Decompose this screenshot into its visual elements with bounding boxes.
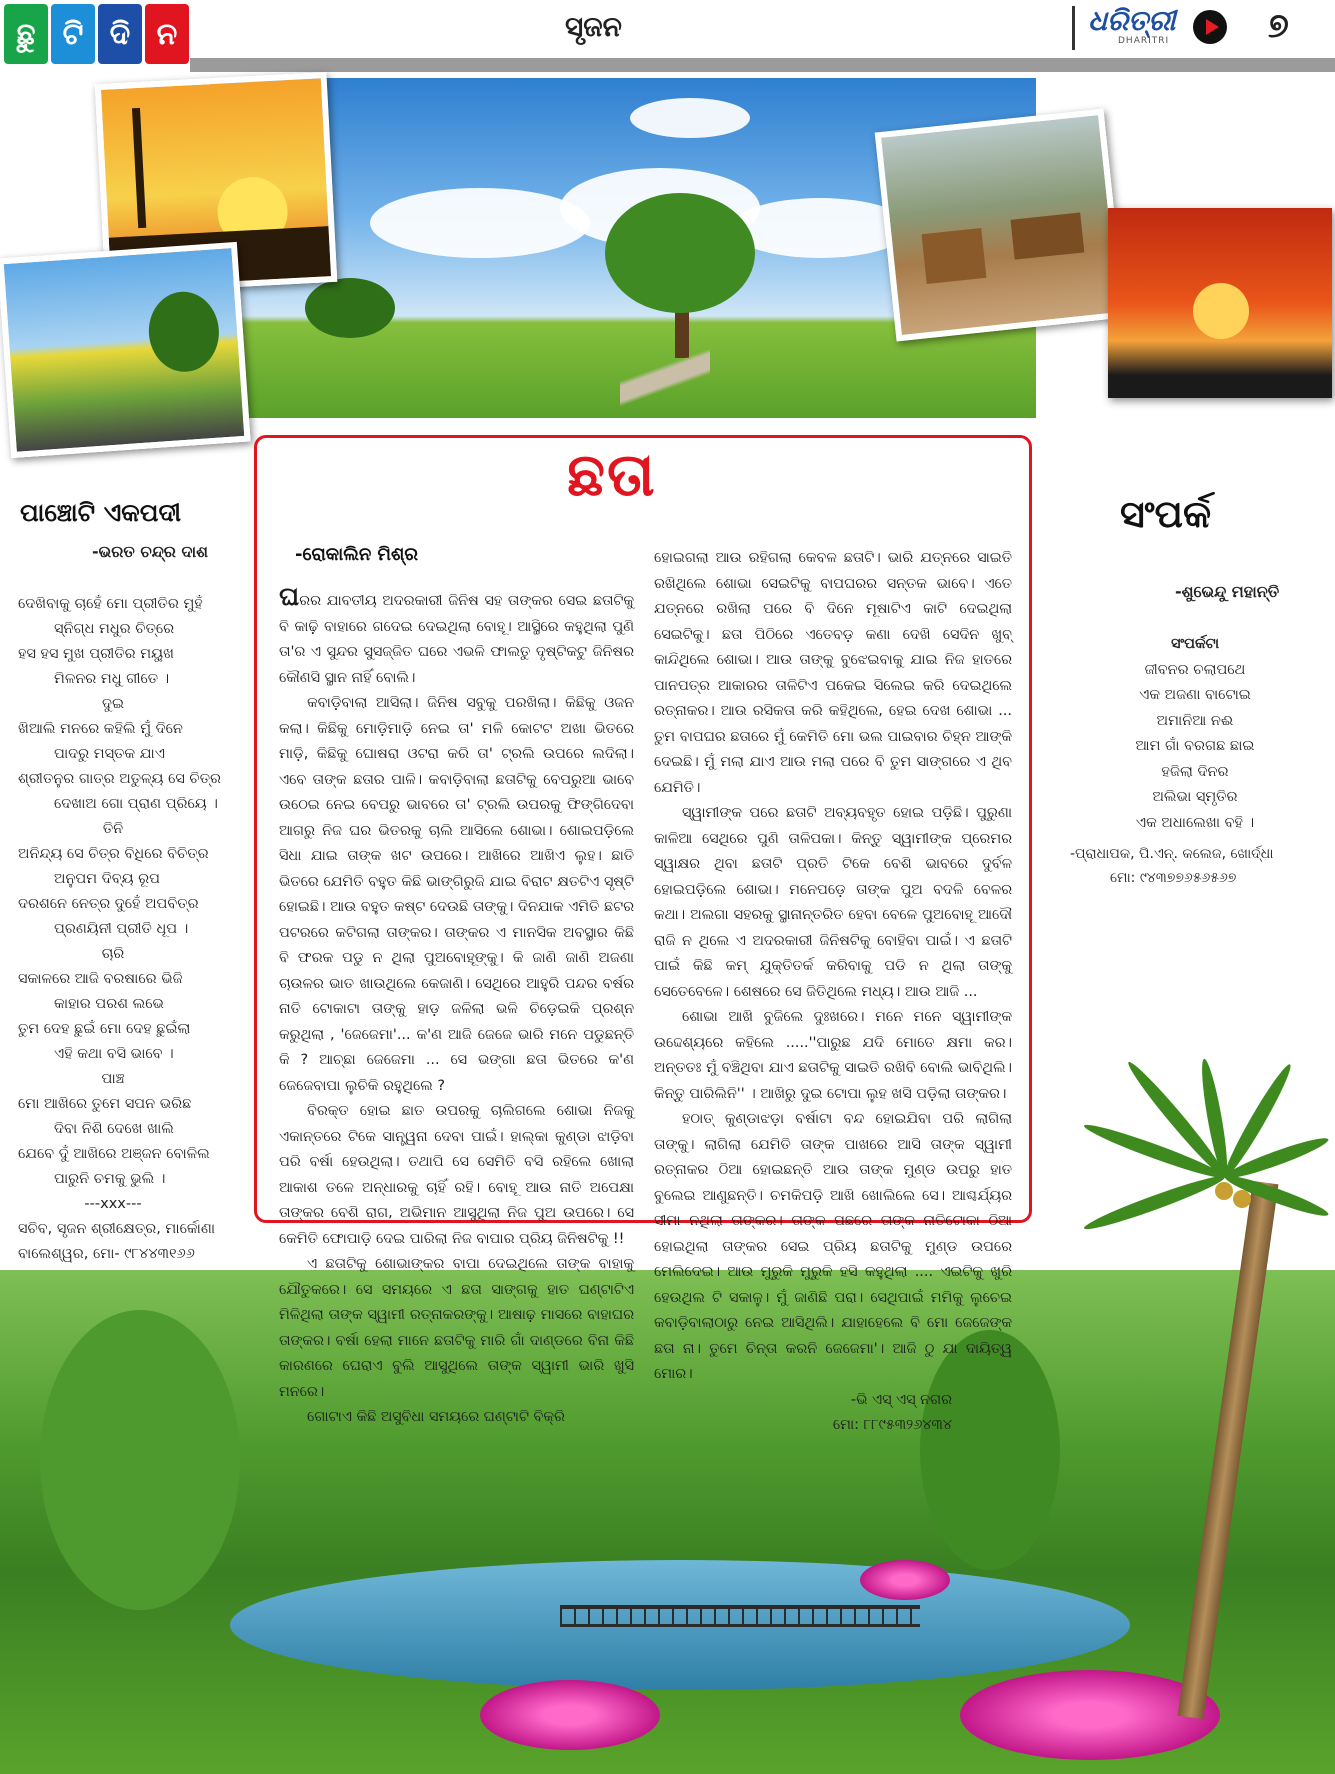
logo-tile-2: ଟି: [51, 4, 95, 64]
poem-line: ଏକ ଅଜଣା ବାଟୋଇ: [1139, 687, 1251, 703]
poem-line: ଅମାନିଆ ନଈ: [1156, 712, 1234, 729]
poem-line: ଦିବା ନିଶି ଦେଖେ ଖାଲି: [54, 1121, 174, 1137]
story-paragraph: [279, 582, 634, 691]
logo-tile-3: ଦି: [98, 4, 142, 64]
coconut: [1215, 1182, 1233, 1200]
story-paragraph: ହୋଇଗଲା ଆଉ ରହିଗଲା କେବଳ ଛତାଟି। ଭାରି ଯତ୍ନରେ ସାଇତି ରଖିଥିଲେ ଶୋଭା ସେଇଟିକୁ ବାପଘରର ସନ୍ତକ ଭାବେ। ଏତେ ଯତ୍ନରେ ରଖିଲା ପରେ ବି ଦିନେ ମୂଷାଟିଏ କାଟି ଦେଇଥିଲା ସେଇଟିକୁ। ଛତା ପିଠିରେ ଏତେବଡ଼ କଣା ଦେଖି ସେଦିନ ଖୁବ୍ କାନ୍ଦିଥିଲେ ଶୋଭା। ଆଉ ତାଙ୍କୁ ବୁଝେଇବାକୁ ଯାଇ ନିଜ ହାତରେ ପାନପତ୍ର ଆକାରର ତାଳିଟିଏ ପକେଇ ସିଲେଇ କରି ଦେଇଥିଲେ ରତ୍ନାକର। ଆଉ ରସିକତା କରି କହିଥିଲେ, ହେଇ ଦେଖ ଶୋଭା ... ତୁମ ବାପଘର ଛତାରେ ମୁଁ କେମିତି ମୋ ଭଲ ପାଇବାର ଚିହ୍ନ ଆଙ୍କି ଦେଇଛି। ମୁଁ ମଲା ଯାଏ ଆଉ ମଲା ପରେ ବି ତୁମ ସାଙ୍ଗରେ ଏ ଥିବ ଯେମିତି।: [654, 550, 1012, 796]
story-text: ରର ଯାବତୀୟ ଅଦରକାରୀ ଜିନିଷ ସହ ତାଙ୍କର ସେଇ ଛତାଟିକୁ ବି କାଢ଼ି ବାହାରେ ଗଦେଇ ଦେଇଥିଲା ବୋହୂ। ଆସ୍ଥିରେ କହୁଥିଲା ପୁଣି ତା'ର ଏ ସୁନ୍ଦର ସୁସଜ୍ଜିତ ଘରେ ଏଭଳି ଫାଲତୁ ଦୃଷ୍ଟିକଟୁ ଜିନିଷର କୌଣସି ସ୍ଥାନ ନାହିଁ ବୋଲି।: [279, 593, 634, 686]
right-poem-author: -ଶୁଭେନ୍ଦୁ ମହାନ୍ତି: [1175, 582, 1280, 601]
page-number: ୭: [1268, 6, 1289, 46]
poem-line: ଦେଖାଅ ଗୋ ପ୍ରାଣ ପ୍ରିୟେ ।: [54, 796, 218, 812]
story-paragraph: ଶୋଭା ଆଖି ବୁଜିଲେ ଦୁଃଖରେ। ମନେ ମନେ ସ୍ୱାମୀଙ୍କ ଉଦ୍ଦେଶ୍ୟରେ କହିଲେ .....''ପାରୁଛ ଯଦି ମୋତେ କ୍ଷମା କର। ଅନ୍ତତଃ ମୁଁ ବଞ୍ଚିଥିବା ଯାଏ ଛତାଟିକୁ ସାଇତି ରଖିବି ବୋଲି ଭାବିଥିଲି। କିନ୍ତୁ ପାରିଲିନି'' । ଆଖିରୁ ଦୁଇ ଟୋପା ଲୁହ ଖସି ପଡ଼ିଲା ତାଙ୍କର।: [654, 1009, 1012, 1102]
story-paragraph: ହଠାତ୍ କୁଣ୍ଡାଝଡ଼ା ବର୍ଷାଟା ବନ୍ଦ ହୋଇଯିବା ପରି ଲାଗିଲା ତାଙ୍କୁ। ଲାଗିଲା ଯେମିତି ତାଙ୍କ ପାଖରେ ଆସି ତାଙ୍କ ସ୍ୱାମୀ ରତ୍ନାକର ଠିଆ ହୋଇଛନ୍ତି ଆଉ ତାଙ୍କ ମୁଣ୍ଡ ଉପରୁ ହାତ ବୁଲେଇ ଆଣୁଛନ୍ତି। ଚମକିପଡ଼ି ଆଖି ଖୋଲିଲେ ସେ। ଆଶ୍ଚର୍ଯ୍ୟର ସୀମା ନଥିଲା ତାଙ୍କର। ତାଙ୍କ ପଛରେ ତାଙ୍କ ନାତିଟୋକା ଠିଆ ହୋଇଥିଲା ତାଙ୍କର ସେଇ ପ୍ରିୟ ଛତାଟିକୁ ମୁଣ୍ଡ ଉପରେ ମେଲିଦେଇ। ଆଉ ମୁରୁକି ମୁରୁକି ହସି କହୁଥିଲା .... ଏଇଟିକୁ ଖୁରି ହେଉଥିଲ ଟି ସକାଳୁ। ମୁଁ ଜାଣିଛି ପରା। ସେଥିପାଇଁ ମମିକୁ ଲୁଚେଇ କବାଡ଼ିବାଲାଠାରୁ ନେଇ ଆସିଥିଲି। ଯାହାହେଲେ ବି ମୋ ଜେଜେଙ୍କ ଛତା ନା। ତୁମେ ଚିନ୍ତା କରନି ଜେଜେମା'। ଆଜି ଠୁ ଯା ଦାୟିତ୍ୱ ମୋର।: [654, 1111, 1012, 1382]
poem-line: ଆମ ଗାଁ ବରଗଛ ଛାଇ: [1135, 738, 1255, 754]
play-icon[interactable]: [1193, 10, 1227, 44]
tree-canopy: [305, 278, 395, 338]
dusk-sun-photo: [1108, 208, 1332, 398]
poem-line: ବାଲେଶ୍ୱର, ମୋ- ୯୮୪୪୩୧୬୬: [18, 1246, 195, 1262]
poem-line: ଯେବେ ଦୁଁ ଆଖିରେ ଅଞ୍ଜନ ବୋଳିଲ: [18, 1146, 210, 1162]
country-road-photo: [0, 242, 251, 458]
poem-line: ପାଞ୍ଚ: [101, 1071, 125, 1087]
poem-line: ସ୍ନିଗ୍ଧ ମଧୁର ଚିତ୍ରେ: [54, 621, 175, 637]
logo-tile-1: ଛୁ: [4, 4, 48, 64]
poem-line: ସଚିବ, ସୃଜନ ଶ୍ରୀକ୍ଷେତ୍ର, ମାର୍କୋଣା: [18, 1221, 216, 1237]
poem-line: ପ୍ରଣୟିନୀ ପ୍ରୀତି ଧୂପ ।: [54, 921, 189, 937]
story-paragraph: [279, 1252, 634, 1405]
poem-line: ---xxx---: [84, 1196, 142, 1212]
hut: [1011, 213, 1085, 260]
tree-canopy: [146, 289, 221, 374]
poem-line: ଶ୍ରୀତନୁର ଗାତ୍ର ଅତୁଳ୍ୟ ସେ ଚିତ୍ର: [18, 771, 222, 787]
poem-line: ମୋ ଆଖିରେ ତୁମେ ସପନ ଭରିଛ: [18, 1096, 192, 1112]
story-text: ଏ ଛତାଟିକୁ ଶୋଭାଙ୍କର ବାପା ଦେଇଥିଲେ ତାଙ୍କ ବାହାକୁ ଯୌତୁକରେ। ସେ ସମୟରେ ଏ ଛତା ସାଙ୍ଗକୁ ହାତ ଘଣ୍ଟାଟିଏ ମିଳିଥିଲା ତାଙ୍କ ସ୍ୱାମୀ ରତ୍ନାକରଙ୍କୁ। ଆଷାଢ଼ ମାସରେ ବାହାଘର ତାଙ୍କର। ବର୍ଷା ହେଲା ମାନେ ଛତାଟିକୁ ମାରି ଗାଁ ଦାଣ୍ଡରେ ବିନା କିଛି କାରଣରେ ଘେରାଏ ବୁଲି ଆସୁଥିଲେ ତାଙ୍କ ସ୍ୱାମୀ ଭାରି ଖୁସି ମନରେ।: [279, 1256, 634, 1400]
cloud: [630, 98, 750, 138]
poem-line: ସଂପର୍କଟା: [1170, 636, 1220, 652]
palm-tree: [1065, 1020, 1335, 1720]
poem-line: ଦରଶନେ ନେତ୍ର ଦୁହେଁ ଅପବିତ୍ର: [18, 896, 199, 912]
section-logo: [4, 4, 189, 64]
story-text: ଗୋଟାଏ କିଛି ଅସୁବିଧା ସମୟରେ ଘଣ୍ଟାଟି ବିକ୍ରି: [307, 1409, 565, 1425]
poem-line: ସକାଳରେ ଆଜି ବରଷାରେ ଭିଜି: [18, 971, 183, 987]
poem-line: ଜୀବନର ଚଲାପଥେ: [1144, 661, 1246, 678]
story-signoff-phone: ମୋ: ୮୮୯୫୩୨୬୪୩୪: [832, 1417, 952, 1433]
palm-frond: [1082, 1170, 1228, 1234]
tree-canopy: [605, 193, 755, 313]
hut: [922, 228, 987, 284]
story-column-2: [654, 546, 1012, 1439]
poem-line: ହଜିଲା ଦିନର: [1161, 763, 1229, 780]
poem-line: ଏକ ଅଧାଲେଖା ବହି ।: [1135, 814, 1255, 831]
story-column-1: [279, 582, 634, 1431]
brand-subtitle: DHARITRI: [1118, 36, 1170, 46]
coconut: [1233, 1190, 1251, 1208]
poem-line: ମିଳନର ମଧୁ ଗୀତେ ।: [54, 671, 170, 687]
affiliation-text: -ପ୍ରାଧାପକ, ପି.ଏନ୍. କଲେଜ, ଖୋର୍ଦ୍ଧା: [1070, 846, 1274, 862]
left-poem-body: [18, 592, 248, 1267]
poem-line: ଖିଆଲି ମନରେ କହିଲି ମୁଁ ଦିନେ: [18, 721, 183, 737]
story-paragraph: [279, 1405, 634, 1431]
poem-line: ତୁମ ଦେହ ଛୁଇଁ ମୋ ଦେହ ଛୁଇଁଲା: [18, 1021, 191, 1037]
poem-line: ଏହି କଥା ବସି ଭାବେ ।: [54, 1046, 174, 1062]
poem-line: ତିନି: [102, 821, 124, 837]
story-title: ଛତା: [567, 440, 657, 510]
brand-logo[interactable]: ଧରିତ୍ରୀ: [1088, 4, 1176, 37]
right-poem-affiliation: [1070, 842, 1320, 890]
header-divider: [1072, 6, 1075, 50]
palm-silhouette: [132, 108, 146, 228]
poem-line: ଦୁଇ: [101, 696, 125, 712]
story-dropcap: ଘ: [279, 582, 300, 612]
tree-canopy: [40, 1310, 240, 1610]
poem-line: ଅନିନ୍ଦ୍ୟ ସେ ଚିତ୍ର ବିଧିରେ ବିଚିତ୍ର: [18, 846, 209, 862]
story-paragraph: ସ୍ୱାମୀଙ୍କ ପରେ ଛତାଟି ଅବ୍ୟବହୃତ ହୋଇ ପଡ଼ିଛି। ପୁରୁଣା କାଳିଆ ସେଥିରେ ପୁଣି ତାଳିପକା। କିନ୍ତୁ ସ୍ୱାମୀଙ୍କ ପ୍ରେମର ସ୍ୱାକ୍ଷର ଥିବା ଛତାଟି ପ୍ରତି ଟିକେ ବେଶି ଭାବରେ ଦୁର୍ବଳ ହୋଇପଡ଼ିଲେ ଶୋଭା। ମନେପଡ଼େ ତାଙ୍କ ପୁଅ ବଦଳି ବେଳର କଥା। ଅଲଗା ସହରକୁ ସ୍ଥାନାନ୍ତରିତ ହେବା ବେଳେ ପୁଅବୋହୂ ଆଦୌ ରାଜି ନ ଥିଲେ ଏ ଅଦରକାରୀ ଜିନିଷଟିକୁ ବୋହିବା ପାଇଁ। ଏ ଛତାଟି ପାଇଁ କିଛି କମ୍ ଯୁକ୍ତିତର୍କ କରିବାକୁ ପଡି ନ ଥିଲା ତାଙ୍କୁ ସେତେବେଳେ। ଶେଷରେ ସେ ଜିତିଥିଲେ ମଧ୍ୟ। ଆଉ ଆଜି ...: [654, 805, 1012, 1000]
section-title: ସୃଜନ: [565, 10, 622, 43]
story-text: କବାଡ଼ିବାଲା ଆସିଲା। ଜିନିଷ ସବୁକୁ ପରଖିଲା। କିଛିକୁ ଓଜନ କଲା। କିଛିକୁ ମୋଡ଼ିମାଡ଼ି ନେଇ ତା' ମଳି କୋଟଟ ଅଖା ଭିତରେ ମାଡ଼ି, କିଛିକୁ ଘୋଷରା ଓଟରା କରି ତା' ଟ୍ରଲି ଉପରେ ଲଦିଲା। ଏବେ ତାଙ୍କ ଛତାର ପାଳି। କବାଡ଼ିବାଲା ଛତାଟିକୁ ବେପରୁଆ ଭାବେ ଉଠେଇ ନେଇ ବେପରୁ ଭାବରେ ତା' ଟ୍ରଲି ଉପରକୁ ଫିଙ୍ଗିଦେବା ଆଗରୁ ନିଜ ଘର ଭିତରକୁ ଚାଲି ଆସିଲେ ଶୋଭା। ଶୋଇପଡ଼ିଲେ ସିଧା ଯାଇ ତାଙ୍କ ଖଟ ଉପରେ। ଆଖିରେ ଆଖିଏ ଲୁହ। ଛାତି ଭିତରେ ଯେମିତି ବହୁତ କିଛି ଭାଙ୍ଗିରୁଜି ଯାଇ ବିରାଟ କ୍ଷତଟିଏ ସୃଷ୍ଟି ହୋଇଛି। ଆଉ ବହୁତ କଷ୍ଟ ଦେଉଛି ତାଙ୍କୁ। ଦିନଯାକ ଏମିତି ଛଟର ପଟରରେ କଟିଗଲା ତାଙ୍କର। ତାଙ୍କର ଏ ମାନସିକ ଅବସ୍ଥାର କିଛି ବି ଫରକ ପଡୁ ନ ଥିଲା ପୁଅବୋହୂଙ୍କୁ। କି ଜାଣି ଜାଣି ଅଜଣା ଚାଉଳର ଭାତ ଖାଉଥିଲେ କେଜାଣି। ସେଥିରେ ଆହୁରି ପନ୍ଦର ବର୍ଷର ନାତି ଟୋକାଟା ତାଙ୍କୁ ହାଡ଼ ଜଳିଲା ଭଳି ଚିଡ଼େଇକି ପ୍ରଶ୍ନ କରୁଥିଲା , 'ଜେଜେମା'... କ'ଣ ଆଜି ଜେଜେ ଭାରି ମନେ ପଡୁଛନ୍ତି କି ? ଆଚ୍ଛା ଜେଜେମା ... ସେ ଭଙ୍ଗା ଛତା ଭିତରେ କ'ଣ ଜେଜେବାପା ଲୁଚିକି ରହୁଥିଲେ ?: [279, 695, 634, 1094]
poem-line: ପାଦରୁ ମସ୍ତକ ଯାଏ: [54, 746, 165, 762]
affiliation-phone: ମୋ: ୯୪୩୭୭୬୫୬୫୬୭: [1110, 870, 1237, 886]
village-huts-photo: [875, 109, 1126, 342]
left-poem-author: -ଭରତ ଚନ୍ଦ୍ର ଦାଶ: [92, 542, 209, 561]
bridge: [560, 1605, 920, 1627]
header-rule: [190, 58, 1335, 72]
sun-icon: [1193, 283, 1249, 339]
poem-line: ପାରୁନି ଚମକୁ ଭୁଲି ।: [54, 1171, 166, 1187]
cloud: [370, 188, 590, 258]
poem-line: ଅଲିଭା ସ୍ମୃତିର: [1152, 789, 1238, 805]
poem-line: ଅନୁପମ ଦିବ୍ୟ ରୂପ: [54, 871, 161, 887]
logo-tile-4: ନ: [145, 4, 189, 64]
story-paragraph: [279, 1099, 634, 1252]
left-poem-title: ପାଞ୍ଚୋଟି ଏକପଦୀ: [20, 498, 182, 527]
story-box: [254, 435, 1032, 1433]
flower-bed: [860, 1560, 950, 1600]
right-poem-body: [1070, 632, 1320, 836]
poem-line: ହସ ହସ ମୁଖ ପ୍ରୀତିର ମୟୁଖ: [18, 646, 174, 662]
poem-line: କାହାର ପରଶ ଲଭେ: [54, 996, 164, 1012]
story-signoff-place: -ଭି ଏସ୍ ଏସ୍ ନଗର: [850, 1391, 952, 1408]
right-poem-title: ସଂପର୍କ: [1120, 492, 1212, 536]
poem-line: ଚାରି: [101, 946, 125, 962]
poem-line: ଦେଖିବାକୁ ଚାହେଁ ମୋ ପ୍ରୀତିର ମୁହଁ: [18, 596, 203, 612]
flower-bed: [480, 1680, 660, 1750]
field-road: [620, 340, 710, 410]
story-paragraph: [279, 691, 634, 1099]
story-text: ବିରକ୍ତ ହୋଇ ଛାତ ଉପରକୁ ଚାଲିଗଲେ ଶୋଭା ନିଜକୁ ଏକାନ୍ତରେ ଟିକେ ସାନ୍ତ୍ୱନା ଦେବା ପାଇଁ। ହାଲ୍କା କୁଣ୍ଡା ଝାଡ଼ିବା ପରି ବର୍ଷା ହେଉଥିଲା। ତଥାପି ସେ ସେମିତି ବସି ରହିଲେ ଖୋଲା ଆକାଶ ତଳେ ଅନ୍ଧାରକୁ ଚାହିଁ ରହି। ବୋହୂ ଆଉ ନାତି ଅପେକ୍ଷା ତାଙ୍କର ବେଶି ରାଗ, ଅଭିମାନ ଆସୁଥିଲା ନିଜ ପୁଅ ଉପରେ। ସେ କେମିତି ଫୋପାଡ଼ି ଦେଇ ପାରିଲା ନିଜ ବାପାର ପ୍ରିୟ ଜିନିଷଟିକୁ !!: [279, 1103, 634, 1247]
palm-trunk: [1178, 1181, 1279, 1719]
story-author: -ରୋକାଲିନ ମିଶ୍ର: [295, 544, 419, 565]
